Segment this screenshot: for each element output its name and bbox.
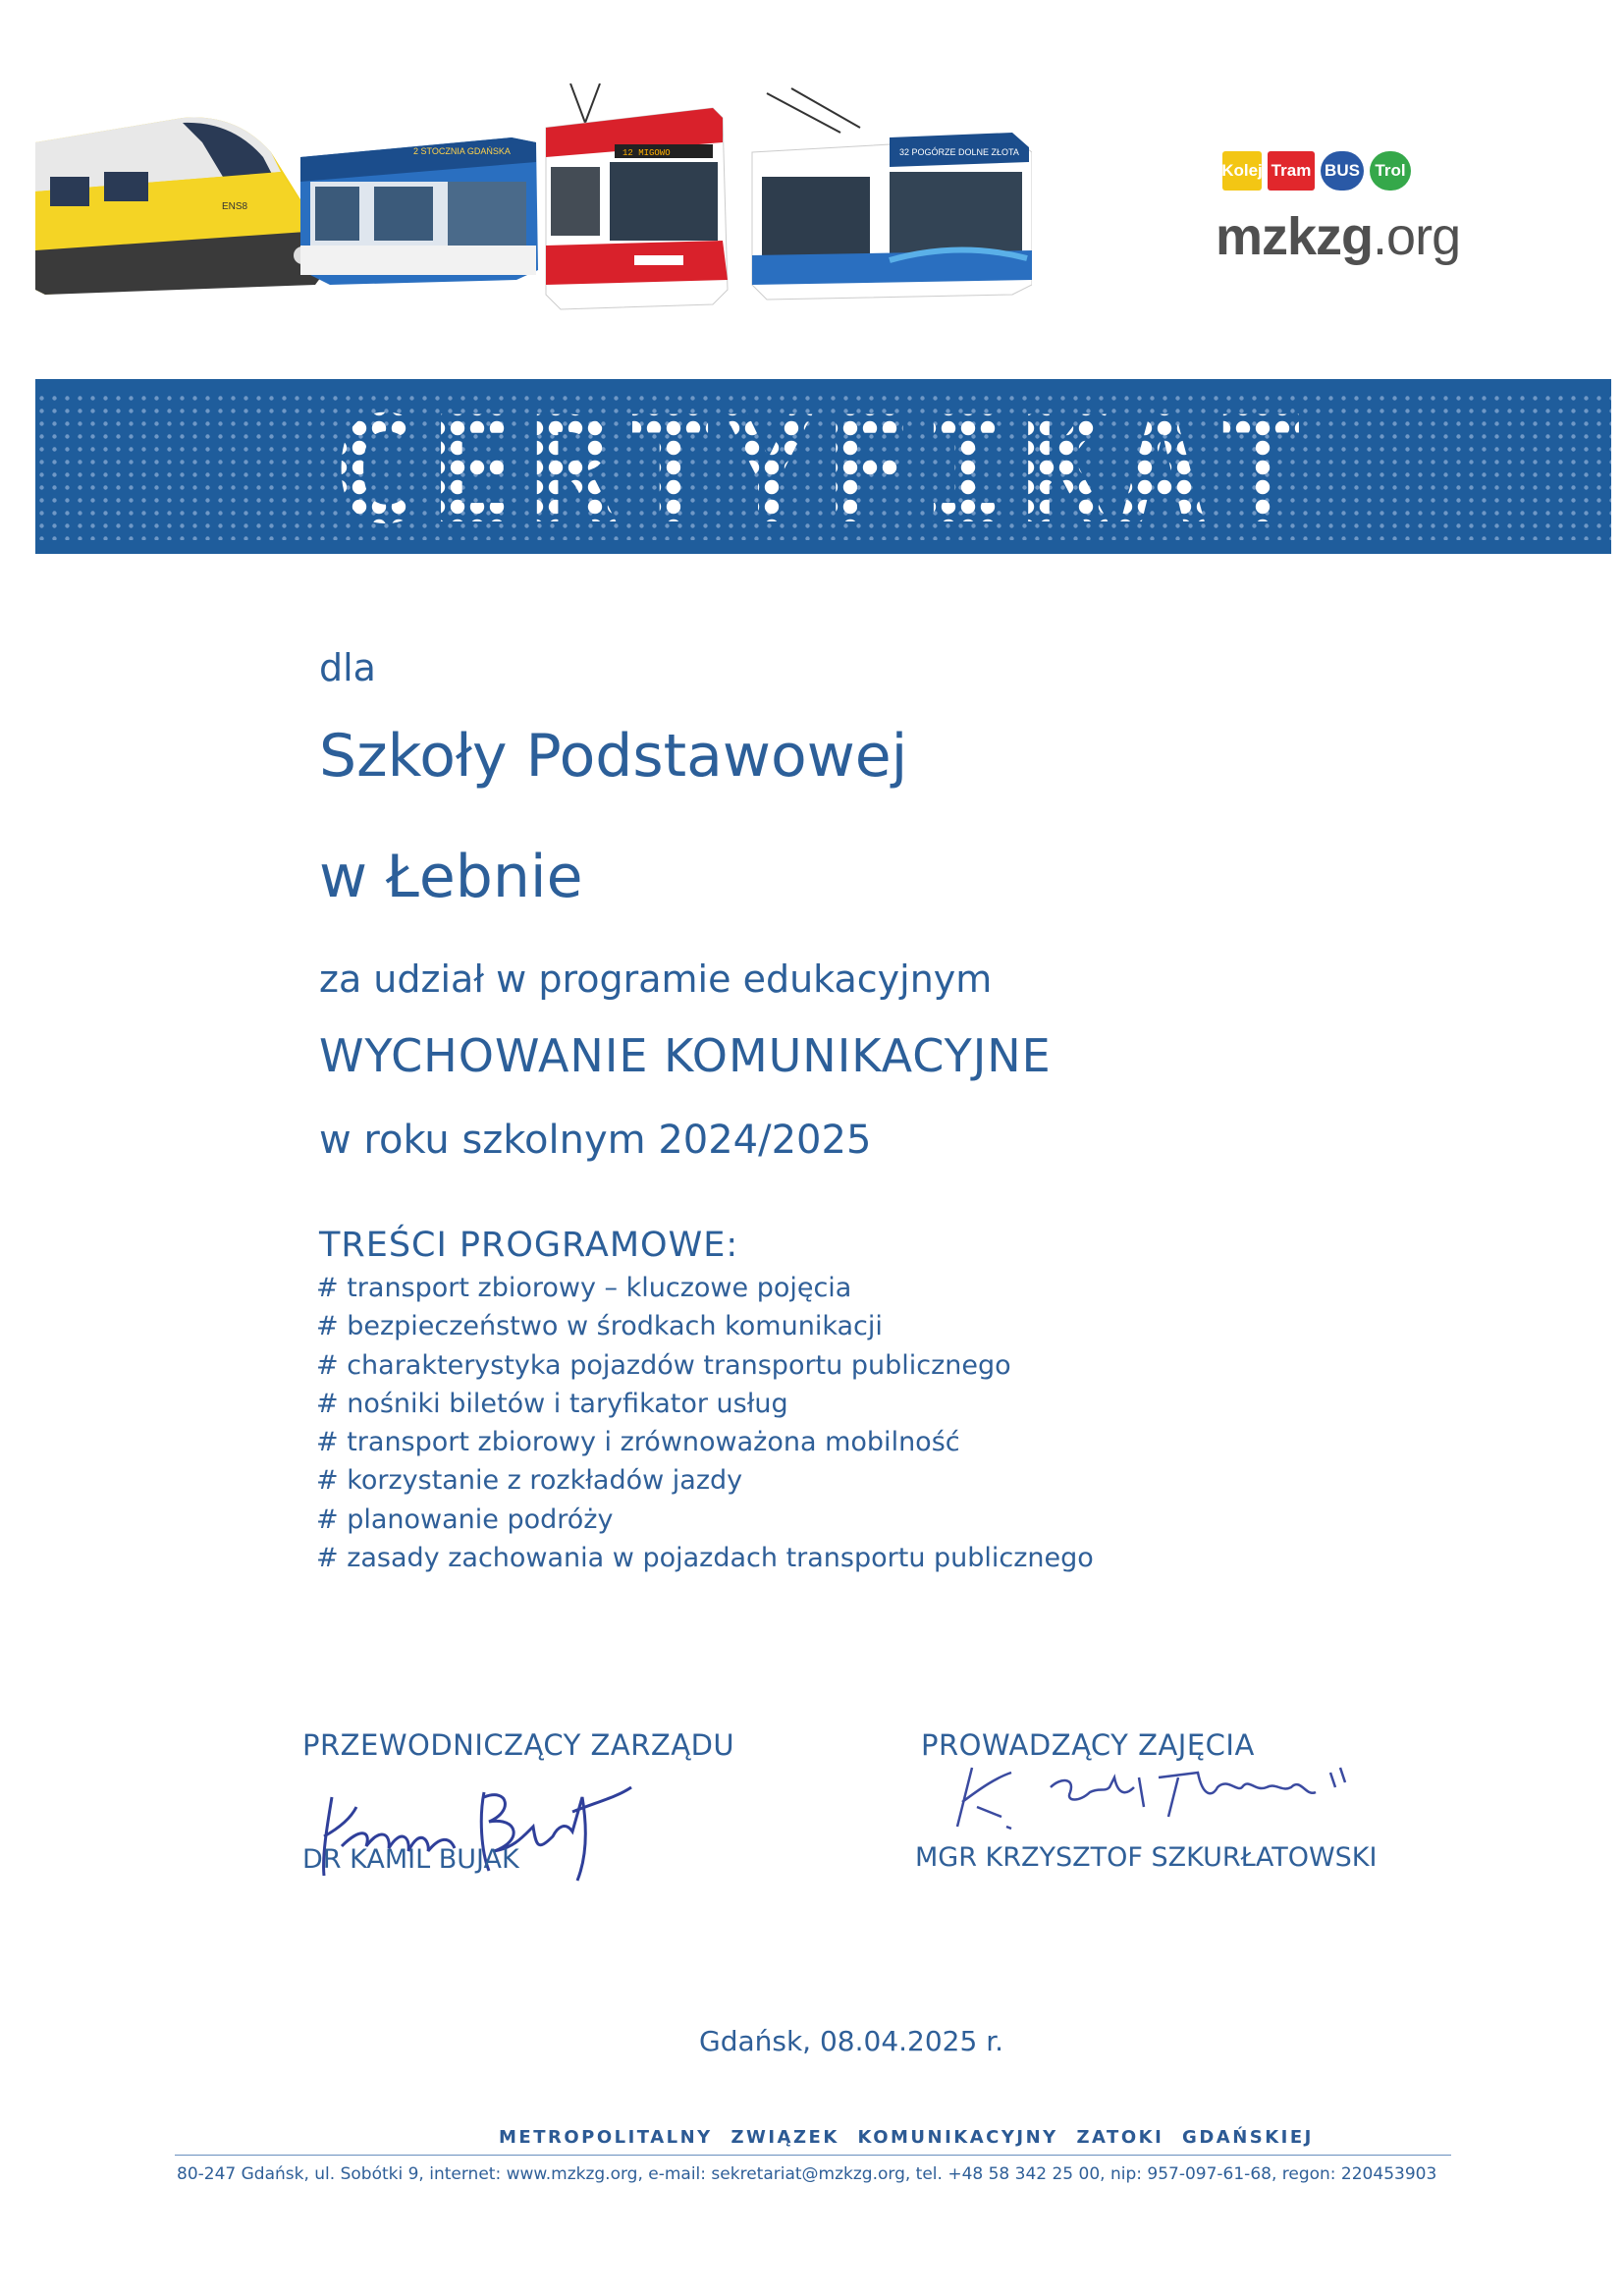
kolej-badge: Kolej	[1222, 151, 1262, 191]
participation-text: za udział w programie edukacyjnym	[319, 957, 993, 1001]
recipient-line-2: w Łebnie	[319, 843, 583, 911]
place-and-date: Gdańsk, 08.04.2025 r.	[699, 2025, 1004, 2057]
right-signatory-name: MGR KRZYSZTOF SZKURŁATOWSKI	[915, 1842, 1378, 1873]
logo-bold: mzkzg	[1216, 207, 1374, 266]
left-signatory-role: PRZEWODNICZĄCY ZARZĄDU	[302, 1728, 735, 1762]
school-year: w roku szkolnym 2024/2025	[319, 1118, 872, 1163]
for-label: dla	[319, 646, 376, 689]
svg-text:12 MIGOWO: 12 MIGOWO	[622, 148, 671, 158]
tram-image	[546, 83, 728, 309]
list-item: # nośniki biletów i taryfikator usług	[316, 1388, 788, 1419]
content-list	[316, 1269, 1094, 1577]
bus-badge: BUS	[1321, 151, 1364, 191]
list-item: # zasady zachowania w pojazdach transportu publicznego	[316, 1543, 1094, 1574]
tram-badge: Tram	[1268, 151, 1315, 191]
bus-image	[300, 137, 538, 285]
list-item: # planowanie podróży	[316, 1503, 614, 1535]
svg-text:2 STOCZNIA GDAŃSKA: 2 STOCZNIA GDAŃSKA	[413, 146, 511, 156]
banner-title: CERTYFIKAT	[330, 386, 1316, 554]
svg-text:32 POGÓRZE DOLNE ZŁOTA: 32 POGÓRZE DOLNE ZŁOTA	[899, 147, 1019, 157]
left-signatory-name: DR KAMIL BUJAK	[302, 1844, 519, 1875]
organization-name: METROPOLITALNY ZWIĄZEK KOMUNIKACYJNY ZATOKI GDAŃSKIEJ	[499, 2127, 1314, 2148]
trol-badge: Trol	[1370, 151, 1411, 191]
vehicles-illustration	[35, 83, 1032, 314]
right-signatory-role: PROWADZĄCY ZAJĘCIA	[921, 1728, 1255, 1762]
list-item: # korzystanie z rozkładów jazdy	[316, 1465, 743, 1497]
logo-suffix: .org	[1373, 207, 1461, 266]
contact-info: 80-247 Gdańsk, ul. Sobótki 9, internet: www.mzkzg.org, e-mail: sekretariat@mzkzg.org, tel. +48 58 342 25 00, nip: 957-097-61-68, regon: 220453903	[177, 2164, 1437, 2184]
right-signature	[943, 1748, 1394, 1846]
content-heading: TREŚCI PROGRAMOWE:	[319, 1226, 739, 1265]
transport-mode-badges	[1222, 149, 1411, 192]
footer-divider	[175, 2155, 1451, 2156]
mzkzg-logo	[1216, 206, 1460, 267]
list-item: # charakterystyka pojazdów transportu publicznego	[316, 1349, 1011, 1381]
program-name: WYCHOWANIE KOMUNIKACYJNE	[319, 1029, 1052, 1082]
banner-dots	[35, 379, 1611, 554]
recipient-line-1: Szkoły Podstawowej	[319, 722, 908, 791]
trolleybus-image	[752, 88, 1032, 300]
certificate-banner	[35, 379, 1611, 554]
svg-text:ENS8: ENS8	[222, 201, 248, 212]
list-item: # bezpieczeństwo w środkach komunikacji	[316, 1311, 883, 1342]
list-item: # transport zbiorowy – kluczowe pojęcia	[316, 1273, 852, 1303]
train-image	[35, 117, 330, 295]
list-item: # transport zbiorowy i zrównoważona mobilność	[316, 1427, 960, 1458]
